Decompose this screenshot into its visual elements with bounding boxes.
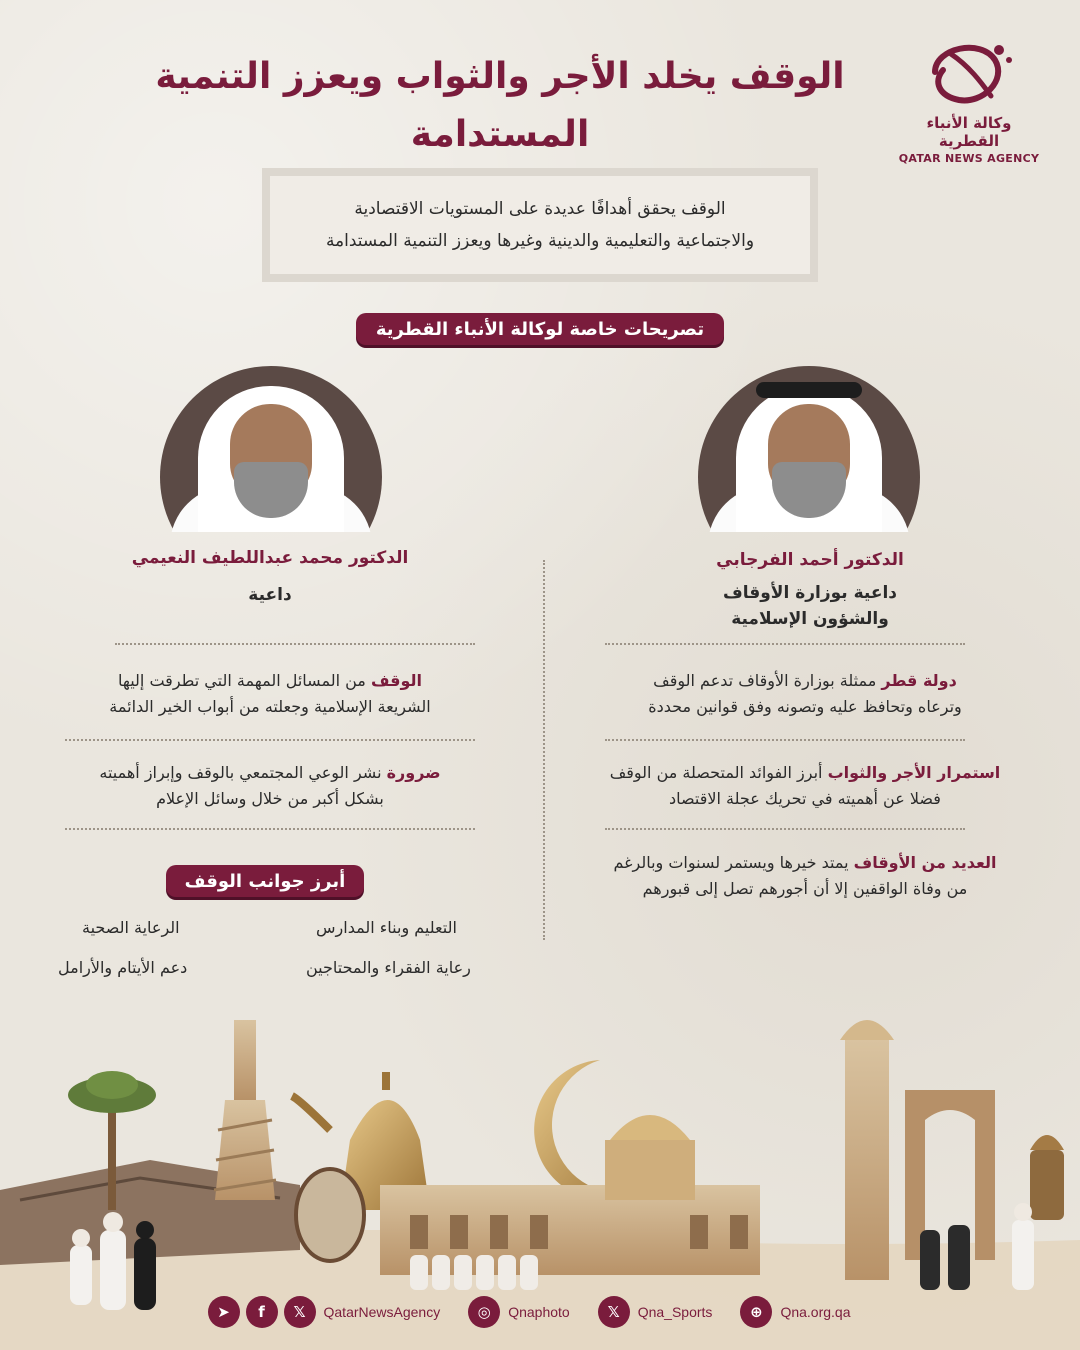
page-title: الوقف يخلد الأجر والثواب ويعزز التنمية المستدامة xyxy=(155,56,845,155)
right-statement-2 xyxy=(580,760,1030,812)
intro-line-2: والاجتماعية والتعليمية والدينية وغيرها ويعزز التنمية المستدامة xyxy=(325,231,755,251)
handle-qnaphoto[interactable]: Qnaphoto xyxy=(508,1304,570,1320)
column-divider xyxy=(543,560,545,940)
left-person-role: داعية xyxy=(248,585,292,605)
statement-highlight: العديد من الأوقاف xyxy=(853,853,997,872)
divider xyxy=(605,828,965,830)
aspects-banner: أبرز جوانب الوقف xyxy=(166,865,364,897)
statement-highlight: دولة قطر xyxy=(881,671,957,690)
x-icon[interactable]: 𝕏 xyxy=(284,1296,316,1328)
statement-highlight: استمرار الأجر والثواب xyxy=(827,763,1001,782)
telegram-icon[interactable]: ➤ xyxy=(208,1296,240,1328)
instagram-icon[interactable]: ◎ xyxy=(468,1296,500,1328)
divider xyxy=(605,643,965,645)
left-statement-2 xyxy=(50,760,490,812)
social-footer xyxy=(0,1290,1080,1334)
qna-logo-icon xyxy=(921,34,1017,110)
divider xyxy=(115,643,475,645)
statement-line-2: وترعاه وتحافظ عليه وتصونه وفق قوانين محددة xyxy=(648,697,962,716)
right-statement-1 xyxy=(580,668,1030,720)
statement-text: أبرز الفوائد المتحصلة من الوقف xyxy=(609,763,828,782)
globe-icon[interactable]: ⊕ xyxy=(740,1296,772,1328)
statement-highlight: الوقف xyxy=(370,671,423,690)
logo-english-text: QATAR NEWS AGENCY xyxy=(898,152,1040,165)
aspect-item: التعليم وبناء المدارس xyxy=(316,918,457,937)
statement-highlight: ضرورة xyxy=(386,763,441,782)
portrait-right xyxy=(698,366,920,532)
right-person-role xyxy=(680,580,940,632)
right-person-role-line-1: داعية بوزارة الأوقاف xyxy=(722,583,898,603)
statement-text: نشر الوعي المجتمعي بالوقف وإبراز أهميته xyxy=(99,763,387,782)
x-icon[interactable]: 𝕏 xyxy=(598,1296,630,1328)
right-person-role-line-2: والشؤون الإسلامية xyxy=(731,609,889,629)
statement-text: من المسائل المهمة التي تطرقت إليها xyxy=(117,671,371,690)
divider xyxy=(65,739,475,741)
statement-line-2: الشريعة الإسلامية وجعلته من أبواب الخير الدائمة xyxy=(109,697,431,716)
left-person-name: الدكتور محمد عبداللطيف النعيمي xyxy=(131,548,409,568)
intro-line-1: الوقف يحقق أهدافًا عديدة على المستويات الاقتصادية xyxy=(354,199,726,219)
right-statement-3 xyxy=(580,850,1030,902)
aspect-item: رعاية الفقراء والمحتاجين xyxy=(306,958,471,977)
statement-line-2: بشكل أكبر من خلال وسائل الإعلام xyxy=(156,789,384,808)
divider xyxy=(605,739,965,741)
statement-text: ممثلة بوزارة الأوقاف تدعم الوقف xyxy=(653,671,882,690)
handle-website[interactable]: Qna.org.qa xyxy=(780,1304,851,1320)
qna-logo xyxy=(894,34,1044,165)
statement-text: يمتد خيرها ويستمر لسنوات وبالرغم xyxy=(613,853,854,872)
logo-arabic-text: وكالة الأنباء القطرية xyxy=(926,114,1012,150)
handle-qna-sports[interactable]: Qna_Sports xyxy=(637,1304,713,1320)
portrait-left xyxy=(160,366,382,532)
intro-box xyxy=(262,168,818,282)
statement-line-2: فضلا عن أهميته في تحريك عجلة الاقتصاد xyxy=(669,789,941,808)
facebook-icon[interactable]: f xyxy=(246,1296,278,1328)
aspect-item: دعم الأيتام والأرامل xyxy=(58,958,188,977)
divider xyxy=(65,828,475,830)
intro-text xyxy=(270,176,810,274)
aspect-item: الرعاية الصحية xyxy=(82,918,180,937)
handle-qatarnewsagency[interactable]: QatarNewsAgency xyxy=(323,1304,441,1320)
left-statement-1 xyxy=(50,668,490,720)
right-person-name: الدكتور أحمد الفرجابي xyxy=(716,550,904,570)
statements-banner: تصريحات خاصة لوكالة الأنباء القطرية xyxy=(356,313,724,345)
statement-line-2: من وفاة الواقفين إلا أن أجورهم تصل إلى قبورهم xyxy=(642,879,968,898)
